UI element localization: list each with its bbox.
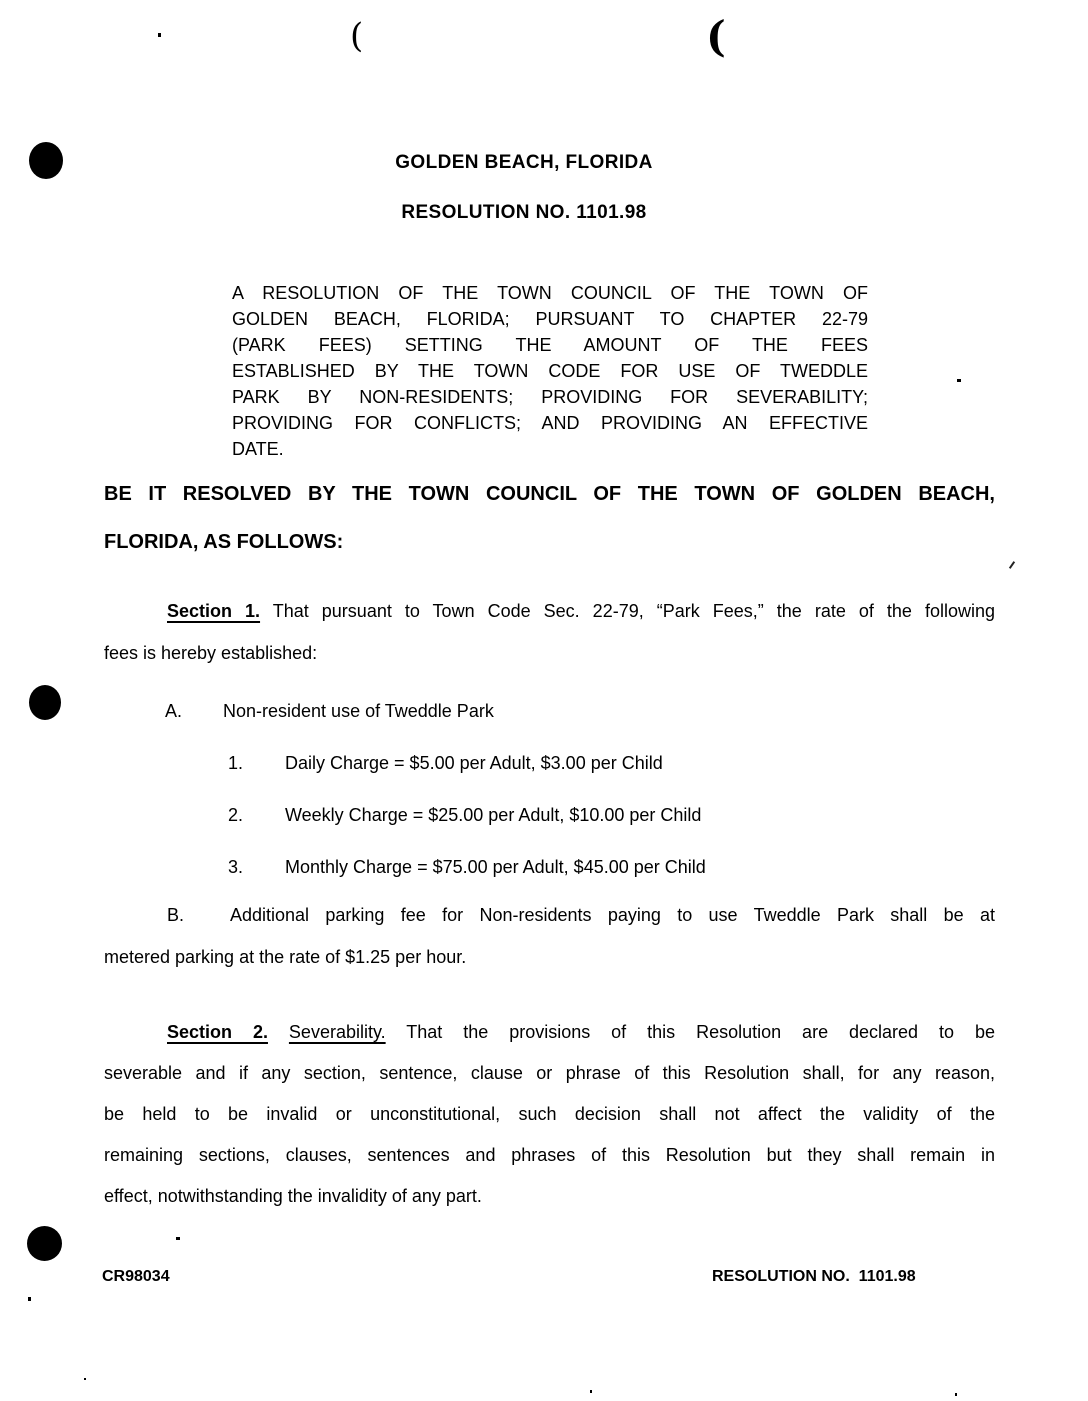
resolution-caption [232, 280, 868, 462]
fee-item-marker: 3. [228, 857, 244, 877]
resolved-clause-line: FLORIDA, AS FOLLOWS: [104, 531, 344, 553]
section-2-paragraph [104, 1012, 995, 1217]
section-2-heading: Section 2. [167, 1022, 268, 1042]
scan-speck [28, 1297, 31, 1301]
caption-line: GOLDEN BEACH, FLORIDA; PURSUANT TO CHAPTER 22-79 [232, 309, 868, 329]
scan-artifact-paren-right: ( [706, 12, 726, 61]
section-1-intro-text: That pursuant to Town Code Sec. 22-79, “Park Fees,” the rate of the following [272, 601, 995, 621]
section-1-intro-text: fees is hereby established: [104, 643, 318, 663]
scan-speck [957, 379, 961, 382]
section-2-text: That the provisions of this Resolution are declared to be [406, 1022, 995, 1042]
fee-item-row [228, 750, 663, 776]
caption-line: DATE. [232, 439, 284, 459]
caption-line: (PARK FEES) SETTING THE AMOUNT OF THE FEES [232, 335, 868, 355]
punch-hole-mark [29, 685, 61, 720]
caption-line: PROVIDING FOR CONFLICTS; AND PROVIDING AN EFFECTIVE [232, 413, 868, 433]
fee-item-row [228, 802, 701, 828]
resolved-clause [104, 470, 995, 566]
fee-item-text: Monthly Charge = $75.00 per Adult, $45.00 per Child [285, 857, 706, 877]
list-item-b-text: Additional parking fee for Non-residents paying to use Tweddle Park shall be at [230, 905, 995, 925]
section-1-paragraph [104, 590, 995, 674]
section-2-text: effect, notwithstanding the invalidity of any part. [104, 1186, 482, 1206]
scan-speck [84, 1378, 86, 1380]
fee-item-marker: 2. [228, 805, 244, 825]
caption-line: A RESOLUTION OF THE TOWN COUNCIL OF THE TOWN OF [232, 283, 868, 303]
scan-speck [590, 1390, 592, 1393]
section-2-text: severable and if any section, sentence, clause or phrase of this Resolution shall, for any reason, [104, 1063, 995, 1083]
section-2-subheading: Severability. [288, 1022, 386, 1042]
resolved-clause-line: BE IT RESOLVED BY THE TOWN COUNCIL OF THE TOWN OF GOLDEN BEACH, [104, 483, 995, 505]
scan-speck [1009, 561, 1015, 569]
list-item-a-text: Non-resident use of Tweddle Park [223, 701, 494, 721]
caption-line: ESTABLISHED BY THE TOWN CODE FOR USE OF TWEDDLE [232, 361, 868, 381]
document-title: GOLDEN BEACH, FLORIDA [395, 152, 653, 173]
resolution-number-heading: RESOLUTION NO. 1101.98 [401, 202, 647, 223]
section-1-heading: Section 1. [167, 601, 261, 621]
section-2-text: be held to be invalid or unconstitutional, such decision shall not affect the validity of the [104, 1104, 995, 1124]
list-item-a [165, 698, 494, 724]
list-item-b-paragraph [104, 894, 995, 978]
fee-item-text: Daily Charge = $5.00 per Adult, $3.00 per Child [285, 753, 663, 773]
scan-speck [158, 33, 161, 37]
fee-item-row [228, 854, 706, 880]
list-item-b-text: metered parking at the rate of $1.25 per hour. [104, 947, 467, 967]
scan-speck [176, 1237, 180, 1240]
footer-resolution-number: RESOLUTION NO. 1101.98 [712, 1268, 916, 1285]
list-item-a-marker: A. [165, 701, 183, 721]
fee-item-marker: 1. [228, 753, 244, 773]
punch-hole-mark [27, 1226, 62, 1261]
fee-item-text: Weekly Charge = $25.00 per Adult, $10.00 per Child [285, 805, 702, 825]
caption-line: PARK BY NON-RESIDENTS; PROVIDING FOR SEVERABILITY; [232, 387, 868, 407]
footer-document-code: CR98034 [102, 1268, 170, 1285]
list-item-b-marker: B. [167, 905, 185, 925]
section-2-text: remaining sections, clauses, sentences and phrases of this Resolution but they shall remain in [104, 1145, 995, 1165]
scan-artifact-paren-left: ( [350, 16, 364, 56]
scan-speck [955, 1393, 957, 1396]
